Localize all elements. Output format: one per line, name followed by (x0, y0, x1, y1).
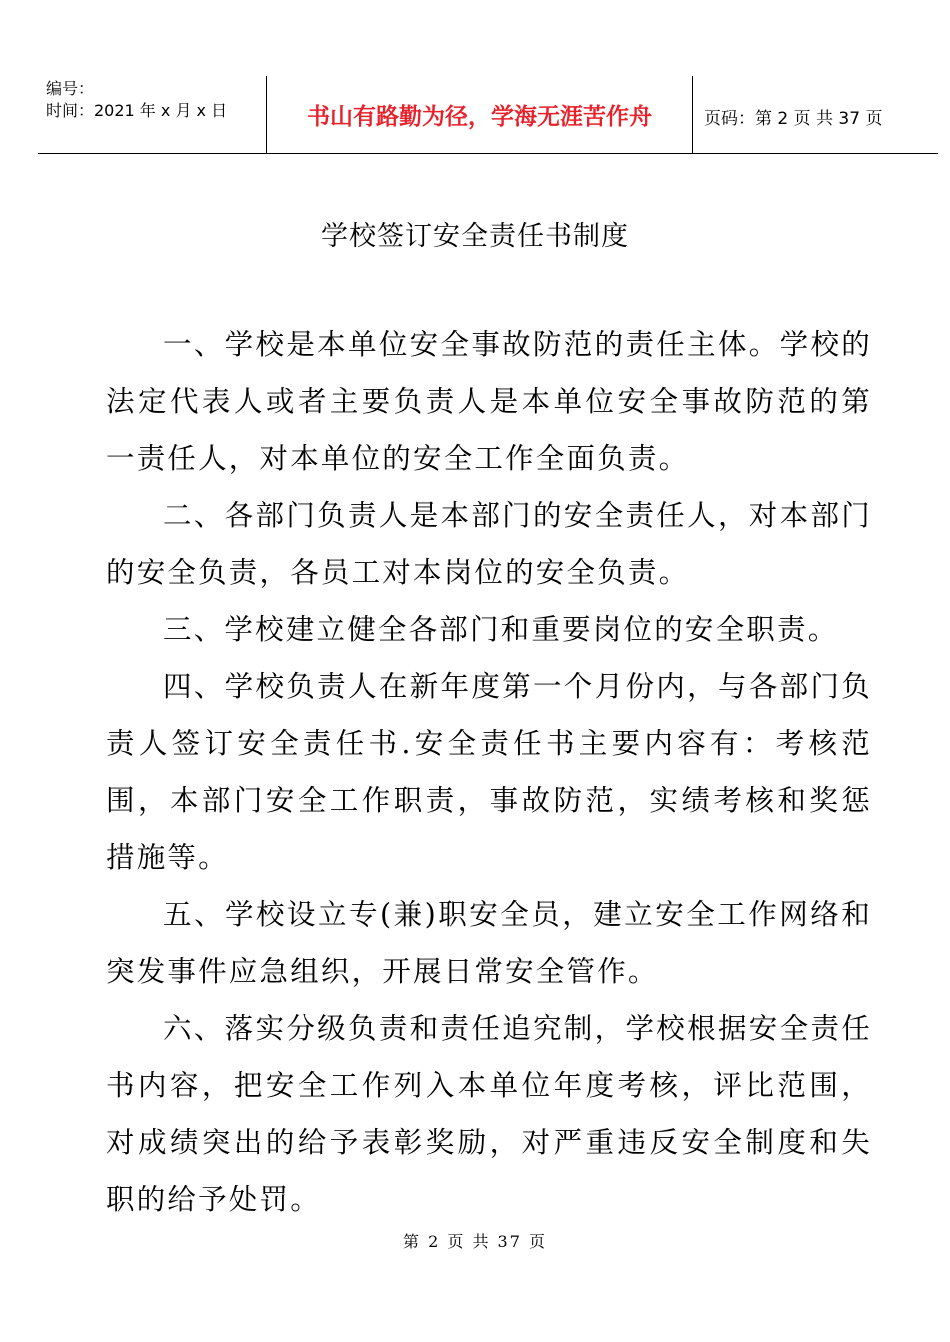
header-page-info: 页码：第 2 页 共 37 页 (704, 109, 883, 129)
paragraph-1: 一、学校是本单位安全事故防范的责任主体。学校的法定代表人或者主要负责人是本单位安全事故防范的第一责任人，对本单位的安全工作全面负责。 (106, 328, 872, 475)
serial-number-label: 编号： (46, 79, 95, 98)
date-label: 时间：2021 年 x 月 x 日 (46, 101, 228, 120)
document-title: 学校签订安全责任书制度 (321, 221, 629, 252)
paragraph-6: 六、落实分级负责和责任追究制，学校根据安全责任书内容，把安全工作列入本单位年度考核，评比范围，对成绩突出的给予表彰奖励，对严重违反安全制度和失职的给予处罚。 (106, 1012, 872, 1216)
header-motto: 书山有路勤为径，学海无涯苦作舟 (307, 104, 652, 130)
header-divider-right (692, 76, 693, 154)
page-header (38, 76, 938, 154)
paragraph-3: 三、学校建立健全各部门和重要岗位的安全职责。 (163, 613, 839, 646)
paragraph-4: 四、学校负责人在新年度第一个月份内，与各部门负责人签订安全责任书.安全责任书主要内容有：考核范围，本部门安全工作职责，事故防范，实绩考核和奖惩措施等。 (106, 670, 872, 874)
document-body (106, 316, 872, 1228)
page-footer: 第 2 页 共 37 页 (403, 1232, 547, 1251)
paragraph-2: 二、各部门负责人是本部门的安全责任人，对本部门的安全负责，各员工对本岗位的安全负责。 (106, 499, 872, 589)
header-meta (46, 78, 227, 122)
paragraph-5: 五、学校设立专(兼)职安全员，建立安全工作网络和突发事件应急组织，开展日常安全管作。 (106, 898, 872, 988)
